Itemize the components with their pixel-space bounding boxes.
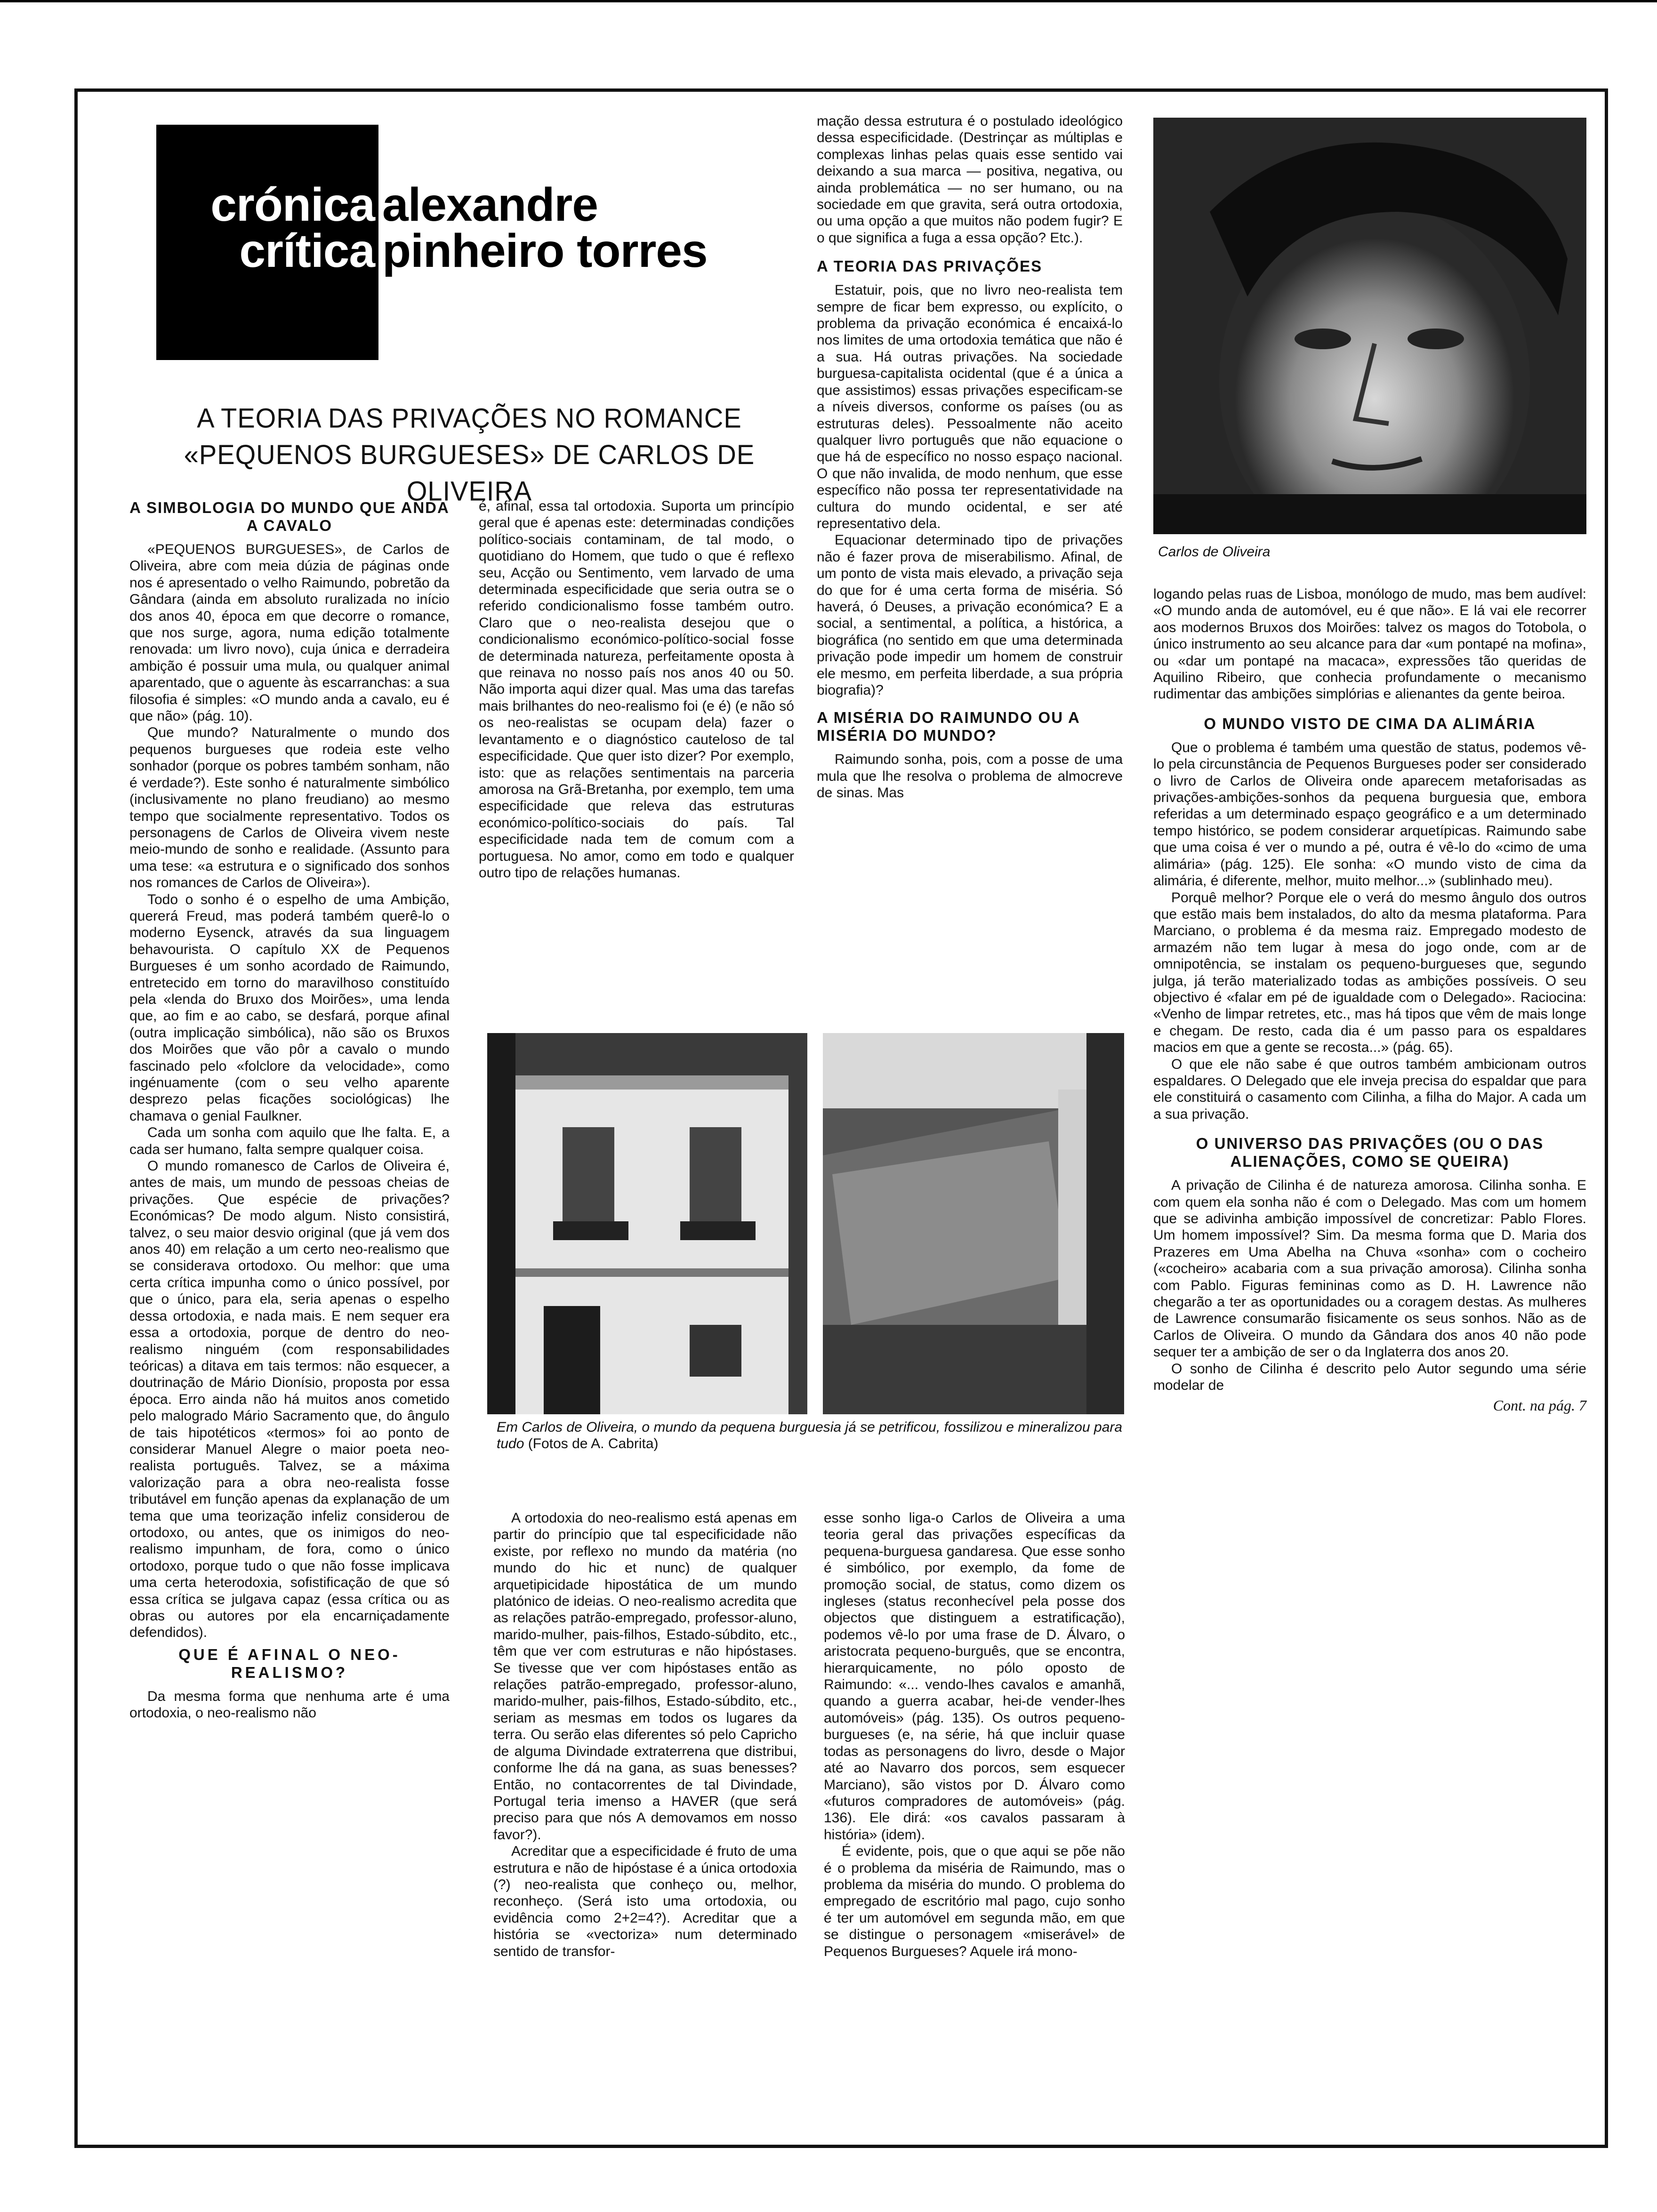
- subhead-universo: O UNIVERSO DAS PRIVAÇÕES (OU O DAS ALIENAÇÕES, COMO SE QUEIRA): [1196, 1135, 1544, 1170]
- column-4: [1153, 586, 1586, 1414]
- photo-caption: [497, 1419, 1123, 1452]
- author-line2: pinheiro torres: [382, 224, 708, 277]
- column-2-bottom: [493, 1510, 797, 1960]
- ruin-image: [823, 1033, 1124, 1414]
- paragraph: logando pelas ruas de Lisboa, monólogo de mudo, mas bem audível: «O mundo anda de automóvel, eu é que não». E lá vai ele recorrer aos modernos Bruxos dos Moirões: talvez os magos do Totobola, o único instrumento ao seu alcance para dar «um pontapé na mofina», ou «dar um pontapé na macaca», expressões tão queridas de Aquilino Ribeiro, que conhecia profundamente o mecanismo rudimentar das ambições simplórias e alienantes da gente beiroa.: [1153, 586, 1586, 702]
- subhead-mundo-visto: O MUNDO VISTO DE CIMA DA ALIMÁRIA: [1204, 714, 1536, 732]
- paragraph: «PEQUENOS BURGUESES», de Carlos de Oliveira, abre com meia dúzia de páginas onde nos é apresentado o velho Raimundo, pobretão da Gândara (ainda em absoluto ruralizada no início dos anos 40, época em que decorre o romance, que nos surge, agora, numa edição totalmente renovada: um livro novo), cuja única e derradeira ambição é possuir uma mula, ou qualquer animal aparentado, que o aguente às escarranchas: a sua filosofia é simples: «O mundo anda a cavalo, eu é que não» (pág. 10).: [129, 542, 450, 724]
- paragraph: O mundo romanesco de Carlos de Oliveira é, antes de mais, um mundo de pessoas cheias de privações. Que espécie de privações? Económicas? De modo algum. Nisto consistirá, talvez, o seu maior desvio original (que já vem dos anos 40) em relação a um certo neo-realismo que se considerava ortodoxo. Ou melhor: que uma certa crítica impunha como o único possível, por que o único, para ela, seria apenas o espelho dessa ortodoxia, e nada mais. E nem sequer era essa a ortodoxia, porque de dentro do neo-realismo ninguém (com responsabilidades teóricas) a ditava em tais termos: não esquecer, a doutrinação de Mário Dionísio, proposta por essa época. Erro ainda não há muitos anos cometido pelo malogrado Mário Sacramento que, do ângulo de tais hipotéticos «termos» foi ao ponto de considerar Manuel Alegre o maior poeta neo-realista português. Talvez, se a máxima valorização para a obra neo-realista fosse tributável em função apenas da explanação de um tema que uma teorização infeliz considerou de ortodoxo, ou antes, que os inimigos do neo-realismo impunham, de fora, como o único ortodoxo, porque tudo o que não fosse implicava uma certa heterodoxia, sofistificação de que só essa crítica se julgava capaz (essa crítica ou as obras ou autores por ela encarniçadamente defendidos).: [129, 1158, 450, 1641]
- photo-credit: (Fotos de A. Cabrita): [528, 1436, 659, 1452]
- banner-label-line1: crónica: [210, 178, 375, 231]
- subhead-miseria: A MISÉRIA DO RAIMUNDO OU A MISÉRIA DO MUNDO?: [817, 709, 1080, 745]
- section-banner: [156, 125, 378, 360]
- portrait-image: [1153, 118, 1586, 534]
- headline-line1: A TEORIA DAS PRIVAÇÕES NO ROMANCE: [197, 402, 742, 433]
- building-image: [487, 1033, 807, 1414]
- paragraph: O que ele não sabe é que outros também ambicionam outros espaldares. O Delegado que ele inveja precisa do espaldar que para ele constituirá o casamento com Cilinha, a filha do Major. A cada um a sua privação.: [1153, 1056, 1586, 1122]
- paragraph: O sonho de Cilinha é descrito pelo Autor segundo uma série modelar de: [1153, 1361, 1586, 1394]
- author-line1: alexandre: [382, 178, 598, 231]
- paragraph: É evidente, pois, que o que aqui se põe não é o problema da miséria de Raimundo, mas o problema da miséria do mundo. O problema do empregado de escritório mal pago, cujo sonho é ter um automóvel em segunda mão, em que se distingue o personagem «miserável» de Pequenos Burgueses? Aquele irá mono-: [824, 1843, 1125, 1959]
- photo-caption-text: Em Carlos de Oliveira, o mundo da pequena burguesia já se petrificou, fossilizou e mineralizou para tudo: [497, 1419, 1123, 1452]
- photo-ruin: [823, 1033, 1124, 1414]
- paragraph: Cada um sonha com aquilo que lhe falta. E, a cada ser humano, falta sempre qualquer coisa.: [129, 1125, 450, 1157]
- column-1: [129, 494, 450, 1722]
- subhead-simbologia: A SIMBOLOGIA DO MUNDO QUE ANDA A CAVALO: [129, 499, 450, 534]
- paragraph: A ortodoxia do neo-realismo está apenas em partir do princípio que tal especificidade não existe, por reflexo no mundo da matéria (no mundo do hic et nunc) de qualquer arquetipicidade hipostática de um mundo platónico de ideias. O neo-realismo acredita que as relações patrão-empregado, professor-aluno, marido-mulher, pais-filhos, Estado-súbdito, etc., têm que ver com estruturas e não hipóstases. Se tivesse que ver com hipóstases então as relações patrão-empregado, professor-aluno, marido-mulher, pais-filhos, Estado-súbdito, etc., seriam as mesmas em todos os lugares da terra. Ou serão elas diferentes só pelo Capricho de alguma Divindade extraterrena que distribui, conforme lhe dá na gana, as suas benesses? Então, no contacorrentes de tal Divindade, Portugal teria imenso a HAVER (que será preciso para que nós A demovamos em nosso favor?).: [493, 1510, 797, 1843]
- paragraph: Da mesma forma que nenhuma arte é uma ortodoxia, o neo-realismo não: [129, 1688, 450, 1721]
- paragraph: Porquê melhor? Porque ele o verá do mesmo ângulo dos outros que estão mais bem instalados, do alto da mesma plataforma. Para Marciano, o problema é da mesma raiz. Empregado modesto de armazém não tem lugar à mesa do jogo onde, com ar de omnipotência, se instalam os pequeno-burgueses que, segundo julga, já terão materializado todas as ambições possíveis. O seu objectivo é «falar em pé de igualdade com o Delegado». Raciocina: «Venho de limpar retretes, etc., mas há tipos que vêm de mais longe e chegam. De resto, cada dia é um passo para os espaldares macios em que a gente se recosta...» (pág. 65).: [1153, 890, 1586, 1056]
- paragraph: Que mundo? Naturalmente o mundo dos pequenos burgueses que rodeia este velho sonhador (porque os pobres também sonham, não é verdade?). Este sonho é naturalmente simbólico (inclusivamente no plano freudiano) ao mesmo tempo que socialmente representativo. Todos os personagens de Carlos de Oliveira vivem neste meio-mundo de sonho e realidade. (Assunto para uma tese: «a estrutura e o significado dos sonhos nos romances de Carlos de Oliveira»).: [129, 725, 450, 891]
- paragraph: Estatuir, pois, que no livro neo-realista tem sempre de ficar bem expresso, ou explícito, o problema da privação económica é encaixá-lo nos limites de uma ortodoxia temática que não é a sua. Há outras privações. Na sociedade burguesa-capitalista ocidental (que é a única a que assistimos) essas privações especificam-se a níveis diversos, conforme os países (ou as estruturas deles). Pessoalmente não aceito qualquer livro português que não equacione o que há de específico no nosso espaço nacional. O que não invalida, de modo nenhum, que esse específico não possa ter representatividade na cultura do mundo ocidental, e ser até representativo dela.: [817, 282, 1123, 531]
- headline-line2: «PEQUENOS BURGUESES» DE CARLOS DE OLIVEIRA: [184, 439, 755, 507]
- subhead-teoria: A TEORIA DAS PRIVAÇÕES: [817, 257, 1043, 275]
- paragraph: Raimundo sonha, pois, com a posse de uma mula que lhe resolva o problema de almocreve de sinas. Mas: [817, 752, 1123, 801]
- paragraph: Equacionar determinado tipo de privações não é fazer prova de miserabilismo. Afinal, de um ponto de vista mais elevado, a privação seja do que for é uma certa forma de miséria. Só haverá, ó Deuses, a privação económica? E a social, a sentimental, a política, a histórica, a biográfica (no sentido em que uma determinada privação pode impedir um homem de construir ele mesmo, em perfeita liberdade, a sua própria biografia)?: [817, 532, 1123, 698]
- paragraph: Acreditar que a especificidade é fruto de uma estrutura e não de hipóstase é a única ortodoxia (?) neo-realista que conheço ou, melhor, reconheço. (Será isto uma ortodoxia, ou evidência como 2+2=4?). Acreditar que a história se «vectoriza» num determinado sentido de transfor-: [493, 1843, 797, 1959]
- column-2-top: [479, 498, 794, 881]
- subhead-neo-realismo: QUE É AFINAL O NEO-REALISMO?: [178, 1645, 401, 1681]
- paragraph: é, afinal, essa tal ortodoxia. Suporta um princípio geral que é apenas este: determinadas condições político-sociais contaminam, de tal modo, o quotidiano do Homem, que tudo o que é reflexo seu, Acção ou Sentimento, vem larvado de uma determinada especificidade que seria outra se o referido condicionalismo fosse também outro. Claro que o neo-realista desejou que o condicionalismo económico-político-social fosse de determinada natureza, perfeitamente oposta à que reinava no nosso país nos anos 40 ou 50. Não importa aqui dizer qual. Mas uma das tarefas mais brilhantes do neo-realismo foi (e é) (e não só os neo-realistas se ocupam dela) fazer o levantamento e o diagnóstico cauteloso de tal especificidade. Que quer isto dizer? Por exemplo, isto: que as relações sentimentais na parceria amorosa na Grã-Bretanha, por exemplo, tem uma especificidade que releva das estruturas económico-político-sociais do país. Tal especificidade nada tem de comum com a portuguesa. No amor, como em todo e qualquer outro tipo de relações humanas.: [479, 498, 794, 881]
- author-portrait: [1153, 118, 1586, 534]
- paragraph: esse sonho liga-o Carlos de Oliveira a uma teoria geral das privações específicas da pequena-burguesa gandaresa. Que esse sonho é simbólico, por exemplo, da fome de promoção social, de status, como dizem os ingleses (status reconhecível pela posse dos objectos que distinguem a estratificação), podemos vê-lo por uma frase de D. Álvaro, o aristocrata pequeno-burguês, que se encontra, hierarquicamente, no pólo oposto de Raimundo: «... vendo-lhes cavalos e amanhã, quando a guerra acabar, hei-de vender-lhes automóveis» (pág. 135). Os outros pequeno-burgueses (e, na série, há que incluir quase todas as personagens do livro, desde o Major até ao Navarro dos porcos, sem esquecer Marciano), são vistos por D. Álvaro como «futuros compradores de automóveis» (pág. 136). Ele dirá: «os cavalos passaram à história» (idem).: [824, 1510, 1125, 1843]
- article-headline: [156, 400, 782, 509]
- paragraph: mação dessa estrutura é o postulado ideológico dessa especificidade. (Destrinçar as múltiplas e complexas linhas pelas quais esse sentido vai deixando a sua marca — positiva, negativa, ou ainda problemática — no ser humano, ou na sociedade em que gravita, será outra ortodoxia, ou uma opção a que muitos não podem fugir? E o que significa a fuga a essa opção? Etc.).: [817, 113, 1123, 246]
- top-rule: [0, 0, 1657, 2]
- photo-building: [487, 1033, 807, 1414]
- column-3-bottom: [824, 1510, 1125, 1960]
- paragraph: Todo o sonho é o espelho de uma Ambição, quererá Freud, mas poderá também querê-lo o moderno Eysenck, através da sua linguagem behavourista. O capítulo XX de Pequenos Burgueses é um sonho acordado de Raimundo, entretecido em torno do maravilhoso constituído pela «lenda do Bruxo dos Moirões», uma lenda que, ao fim e ao cabo, se desfará, porque afinal (outra implicação simbólica), não são os Bruxos dos Moirões que vão pôr a cavalo o mundo fascinado pelo «folclore da velocidade», como ingénuamente (com o seu velho aparente desprezo pelas ficações sociológicas) lhe chamava o genial Faulkner.: [129, 891, 450, 1124]
- column-3-top: [817, 113, 1123, 801]
- paragraph: Que o problema é também uma questão de status, podemos vê-lo pela circunstância de Pequenos Burgueses poder ser considerado o livro de Carlos de Oliveira onde aparecem metaforisadas as privações-ambições-sonhos da pequena burguesia que, embora referidas a um determinado espaço geográfico e a um determinado tempo histórico, se podem considerar arquetípicas. Raimundo sabe que uma coisa é ver o mundo a pé, outra é vê-lo do «cimo de uma alimária» (pág. 125). Ele sonha: «O mundo visto de cima da alimária, é diferente, melhor, muito melhor...» (sublinhado meu).: [1153, 739, 1586, 889]
- continued-note: Cont. na pág. 7: [1493, 1397, 1586, 1414]
- banner-label-line2: crítica: [239, 224, 375, 277]
- portrait-caption: Carlos de Oliveira: [1158, 544, 1271, 560]
- paragraph: A privação de Cilinha é de natureza amorosa. Cilinha sonha. E com quem ela sonha não é com o Delegado. Mas com um homem que se adivinha ambição impossível de concretizar: Pablo Flores. Um homem impossível? Sim. Da mesma forma que D. Maria dos Prazeres em Uma Abelha na Chuva «sonha» com o cocheiro («cocheiro» acabaria com a sua privação amorosa). Cilinha sonha com Pablo. Figuras femininas como as D. H. Lawrence não chegarão a ter as oportunidades ou a coragem destas. As mulheres de Lawrence consumarão fisicamente os seus sonhos. Não as de Carlos de Oliveira. O mundo da Gândara dos anos 40 não pode sequer ter a ambição de ser o da Inglaterra dos anos 20.: [1153, 1178, 1586, 1360]
